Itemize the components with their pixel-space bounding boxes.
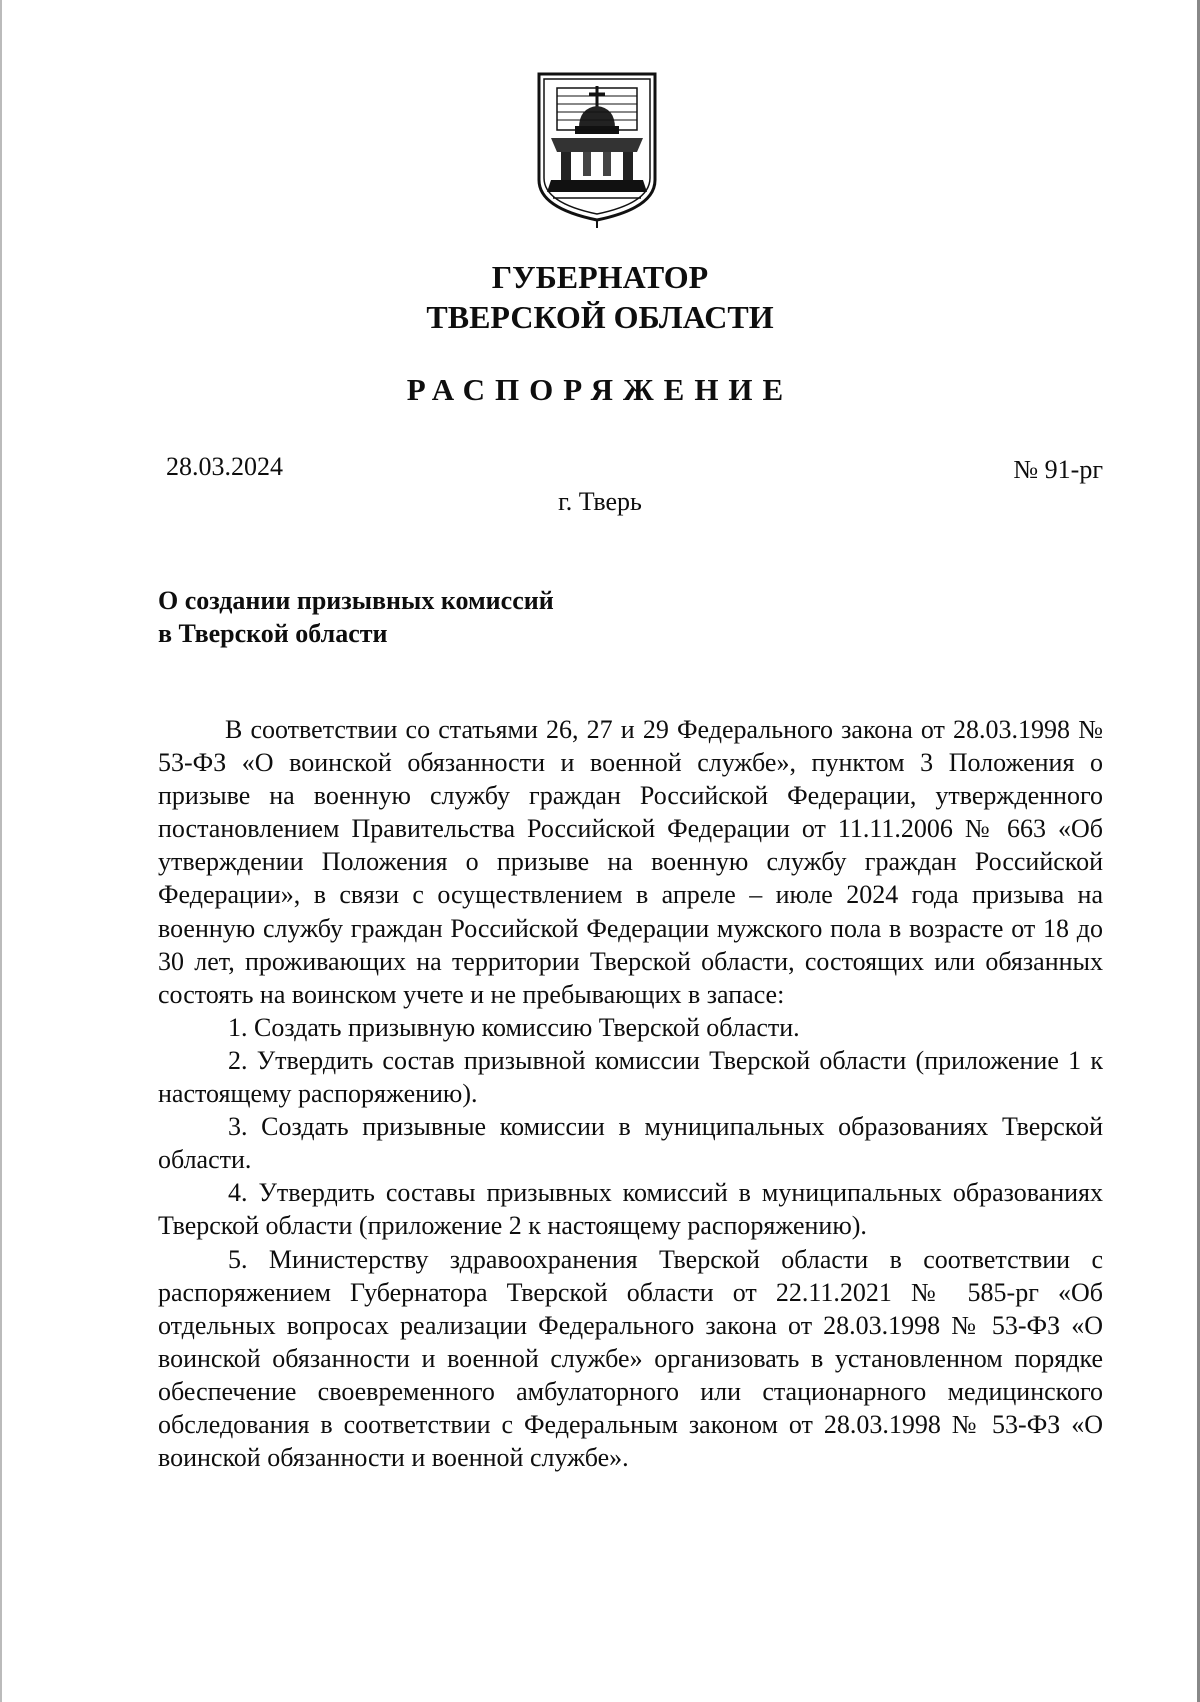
list-item: 2. Утвердить состав призывной комиссии Тверской области (приложение 1 к настоящему распоряжению). (158, 1045, 1103, 1109)
list-item: 4. Утвердить составы призывных комиссий в муниципальных образованиях Тверской области (приложение 2 к настоящему распоряжению). (158, 1178, 1103, 1241)
list-item: 5. Министерству здравоохранения Тверской области в соответствии с распоряжением Губернатора Тверской области от 22.11.2021 № 585-рг «Об отдельных вопросах реализации Федерального закона от 28.03.1998 № 53-ФЗ «О воинской обязанности и военной службе» организовать в установленном порядке обеспечение своевременного амбулаторного или стационарного медицинского обследования в соответствии с Федеральным законом от 28.03.1998 № 53-ФЗ «О воинской обязанности и военной службе». (158, 1244, 1103, 1473)
document-city: г. Тверь (558, 487, 642, 516)
list-item: 3. Создать призывные комиссии в муниципальных образованиях Тверской области. (158, 1112, 1103, 1175)
document-number: № 91-рг (1013, 455, 1103, 484)
list-item: 1. Создать призывную комиссию Тверской области. (228, 1012, 800, 1042)
region-title: ТВЕРСКОЙ ОБЛАСТИ (426, 299, 774, 335)
document-type: РАСПОРЯЖЕНИЕ (406, 372, 794, 407)
scan-margin-mark (0, 0, 2, 1702)
preamble-paragraph: В соответствии со статьями 26, 27 и 29 Федерального закона от 28.03.1998 № 53-ФЗ «О воинской обязанности и военной службе», пунктом 3 Положения о призыве на военную службу граждан Российской Федерации, утвержденного постановлением Правительства Российской Федерации от 11.11.2006 № 663 «Об утверждении Положения о призыве на военную службу граждан Российской Федерации», в связи с осуществлением в апреле – июле 2024 года призыва на военную службу граждан Российской Федерации мужского пола в возрасте от 18 до 30 лет, проживающих на территории Тверской области, состоящих или обязанных состоять на воинском учете и не пребывающих в запасе: (158, 715, 1103, 1009)
subject-line: в Тверской области (158, 619, 388, 648)
document-subject (158, 584, 554, 650)
coat-of-arms-icon (533, 70, 661, 228)
subject-line: О создании призывных комиссий (158, 586, 554, 615)
document-date: 28.03.2024 (166, 452, 283, 481)
document-body (158, 713, 1103, 1474)
authority-title: ГУБЕРНАТОР (491, 259, 709, 295)
